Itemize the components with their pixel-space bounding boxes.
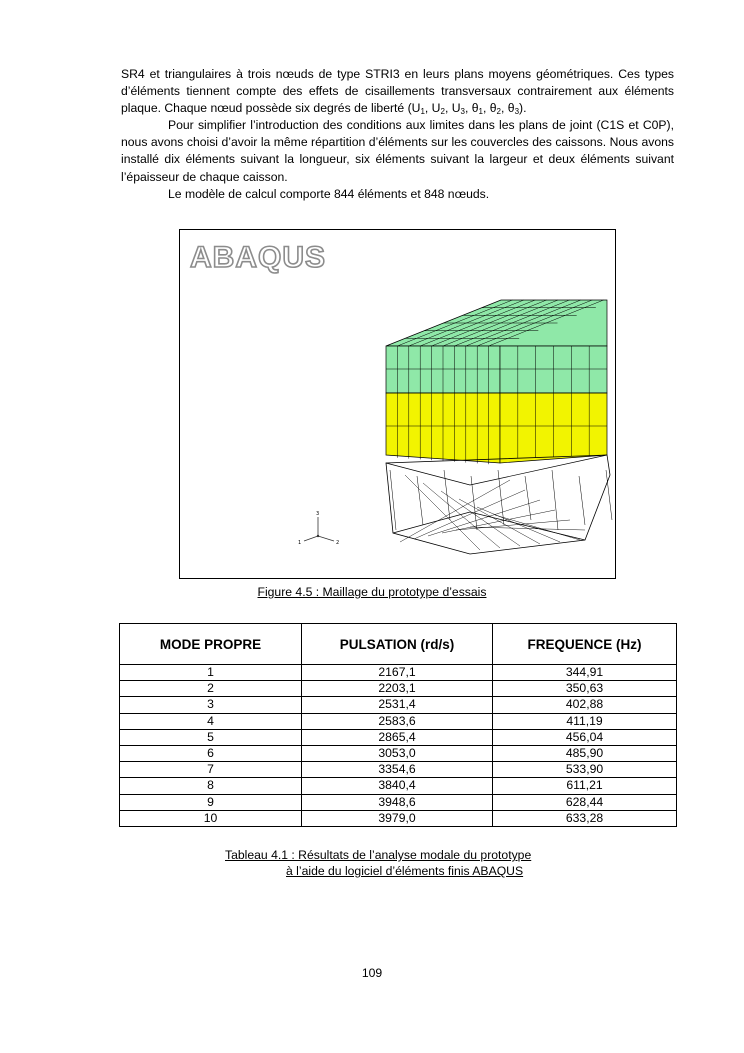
cell-mode: 7 [120, 762, 302, 778]
mesh-drawing [180, 230, 615, 578]
cell-pulsation: 3053,0 [302, 745, 493, 761]
axis-label-3: 3 [316, 511, 320, 517]
cell-frequence: 485,90 [493, 745, 677, 761]
paragraph-3: Le modèle de calcul comporte 844 éléments et 848 nœuds. [168, 186, 490, 201]
table-header-row [120, 624, 677, 665]
base-diagonal-line [414, 490, 525, 539]
cell-pulsation: 2203,1 [302, 681, 493, 697]
cell-frequence: 402,88 [493, 697, 677, 713]
cell-frequence: 350,63 [493, 681, 677, 697]
base-diagonal-line [428, 500, 540, 536]
table-row [120, 810, 677, 826]
cell-mode: 9 [120, 794, 302, 810]
paragraph-2: Pour simplifier l’introduction des conditions aux limites dans les plans de joint (C1S et C0P), nous avons choisi d’avoir la même répartition d’éléments sur les couvercles des caissons. Nous avons installé dix éléments suivant la longueur, six éléments suivant la largeur et deux éléments suivant l’épaisseur de chaque caisson. [121, 118, 674, 184]
base-diagonal-line [470, 527, 585, 530]
header-pulsation: PULSATION (rd/s) [302, 624, 493, 665]
cell-pulsation: 3840,4 [302, 778, 493, 794]
table-caption-line-1: Tableau 4.1 : Résultats de l’analyse modale du prototype [225, 848, 532, 862]
table-row [120, 729, 677, 745]
cell-frequence: 533,90 [493, 762, 677, 778]
cell-frequence: 611,21 [493, 778, 677, 794]
header-mode: MODE PROPRE [120, 624, 302, 665]
table-row [120, 713, 677, 729]
table-row [120, 762, 677, 778]
cell-mode: 3 [120, 697, 302, 713]
base-diagonal-line [400, 480, 510, 542]
cell-mode: 1 [120, 665, 302, 681]
base-mesh-line [525, 476, 531, 520]
abaqus-logo: ABAQUS [190, 241, 327, 274]
axis-label-2: 2 [336, 540, 340, 546]
base-diagonal-line [441, 491, 520, 546]
table-row [120, 745, 677, 761]
cell-pulsation: 3948,6 [302, 794, 493, 810]
cell-pulsation: 2865,4 [302, 729, 493, 745]
table-row [120, 665, 677, 681]
header-frequence: FREQUENCE (Hz) [493, 624, 677, 665]
cell-pulsation: 2167,1 [302, 665, 493, 681]
base-diagonal-line [495, 515, 580, 540]
cell-mode: 6 [120, 745, 302, 761]
cell-mode: 5 [120, 729, 302, 745]
cell-mode: 4 [120, 713, 302, 729]
base-mesh-line [417, 476, 423, 525]
paragraph-1: SR4 et triangulaires à trois nœuds de type STRI3 en leurs plans moyens géométriques. Ces types d’éléments tiennent compte des effets de cisaillements transversaux contrairement aux éléments plaque. Chaque nœud possède six degrés de liberté ($U_1$, $U_2$, $U_3$, $\theta_1$, $\theta_2$, $\theta_3$). [121, 67, 674, 117]
cell-pulsation: 3979,0 [302, 810, 493, 826]
cell-frequence: 456,04 [493, 729, 677, 745]
figure-caption: Figure 4.5 : Maillage du prototype d’essais [257, 585, 487, 599]
table-row [120, 794, 677, 810]
page-number: 109 [361, 966, 383, 980]
cell-mode: 2 [120, 681, 302, 697]
table-row [120, 681, 677, 697]
cell-pulsation: 2583,6 [302, 713, 493, 729]
base-diagonal-line [459, 499, 540, 544]
table-caption-line-2: à l’aide du logiciel d’éléments finis ABAQUS [286, 864, 524, 878]
mesh-figure [179, 229, 616, 579]
cell-mode: 10 [120, 810, 302, 826]
cell-pulsation: 3354,6 [302, 762, 493, 778]
cell-mode: 8 [120, 778, 302, 794]
cell-frequence: 633,28 [493, 810, 677, 826]
cell-frequence: 344,91 [493, 665, 677, 681]
base-mesh-line [579, 476, 585, 525]
base-mesh-line [390, 470, 396, 530]
body-text [121, 66, 674, 203]
axis-label-1: 1 [298, 540, 302, 546]
table-row [120, 697, 677, 713]
cell-frequence: 411,19 [493, 713, 677, 729]
cell-frequence: 628,44 [493, 794, 677, 810]
fe-mesh-model [386, 300, 612, 554]
modal-results-table [119, 623, 677, 827]
cell-pulsation: 2531,4 [302, 697, 493, 713]
table-row [120, 778, 677, 794]
axis-triad-icon [298, 511, 339, 546]
